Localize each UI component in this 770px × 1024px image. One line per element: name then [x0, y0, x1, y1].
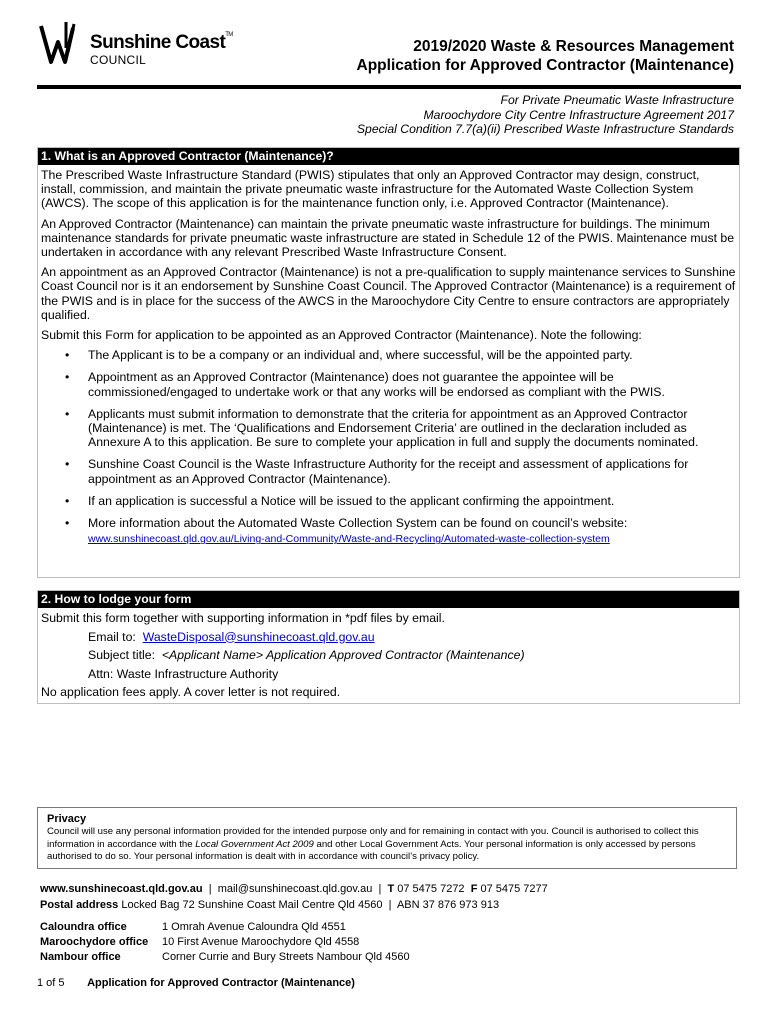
subtitle-line-2: Maroochydore City Centre Infrastructure Agreement 2017	[423, 107, 734, 122]
email-row: Email to: WasteDisposal@sunshinecoast.qld.gov.au	[88, 629, 375, 644]
office-row: Maroochydore office 10 First Avenue Maroochydore Qld 4558	[40, 936, 360, 948]
page-footer	[37, 976, 355, 990]
lodge-intro: Submit this form together with supporting information in *pdf files by email.	[41, 611, 445, 625]
subtitle-line-1: For Private Pneumatic Waste Infrastructure	[500, 93, 734, 107]
page-number: 1 of 5	[37, 977, 65, 989]
postal-address: Locked Bag 72 Sunshine Coast Mail Centre Qld 4560	[121, 899, 383, 911]
fee-note: No application fees apply. A cover letter is not required.	[41, 685, 341, 699]
title-line-1: 2019/2020 Waste & Resources Management	[413, 38, 734, 55]
council-logo	[38, 18, 248, 68]
list-item: • Appointment as an Approved Contractor (Maintenance) does not guarantee the appointee will be commissioned/engaged to undertake work or that any works will be endorsed as compliant with the PWIS.	[65, 370, 665, 399]
council-phone: 07 5475 7272	[397, 883, 465, 895]
bullet-icon: •	[65, 406, 70, 421]
list-item: • Applicants must submit information to demonstrate that the criteria for appointment as an Approved Contractor (Maintenance) is met. The ‘Qualifications and Endorsement Criteria’ are outlined in the declaration included as Annexure A to this application. Be sure to complete your application in full and supply the documents nominated.	[65, 406, 699, 450]
section-1-heading: 1. What is an Approved Contractor (Maintenance)?	[38, 148, 739, 165]
bullet-icon: •	[65, 457, 70, 472]
contact-line: www.sunshinecoast.qld.gov.au | mail@sunshinecoast.qld.gov.au | T 07 5475 7272 F 07 5475 7277	[40, 883, 548, 895]
offices-list	[40, 920, 410, 965]
list-item: • Sunshine Coast Council is the Waste Infrastructure Authority for the receipt and assessment of applications for appointment as an Approved Contractor (Maintenance).	[65, 457, 689, 486]
bullet-icon: •	[65, 370, 70, 385]
privacy-text: Council will use any personal information provided for the intended purpose only and for remaining in contact with you. Council is authorised to collect this information in accordance with the Local Government Act 2009 and other Local Government Acts. Your personal information is only accessed by persons authorised to do so. Your personal information is dealt with in accordance with council’s privacy policy.	[47, 826, 699, 863]
abn: ABN 37 876 973 913	[396, 899, 500, 911]
bullet-icon: •	[65, 348, 70, 363]
awcs-website-link[interactable]: www.sunshinecoast.qld.gov.au/Living-and-Community/Waste-and-Recycling/Automated-waste-collection-system	[88, 533, 610, 546]
logo-sub: COUNCIL	[90, 53, 147, 67]
bullet-icon: •	[65, 516, 70, 531]
section-1-paragraph-4: Submit this Form for application to be appointed as an Approved Contractor (Maintenance). Note the following:	[41, 328, 642, 343]
bullet-icon: •	[65, 493, 70, 508]
document-title	[357, 37, 734, 75]
council-email[interactable]: mail@sunshinecoast.qld.gov.au	[217, 883, 373, 895]
council-website[interactable]: www.sunshinecoast.qld.gov.au	[40, 883, 203, 895]
document-subtitle	[357, 93, 734, 137]
section-how-to-lodge	[37, 590, 740, 704]
email-link[interactable]: WasteDisposal@sunshinecoast.qld.gov.au	[142, 629, 375, 644]
privacy-box	[37, 807, 737, 869]
section-1-paragraph-2: An Approved Contractor (Maintenance) can maintain the private pneumatic waste infrastructure for buildings. The minimum maintenance standards for private pneumatic waste infrastructure are stated in Schedule 12 of the PWIS. Maintenance must be undertaken in accordance with any relevant Prescribed Waste Infrastructure Consent.	[41, 216, 735, 260]
section-1-paragraph-3: An appointment as an Approved Contractor (Maintenance) is not a pre-qualification to supply maintenance services to Sunshine Coast Council nor is it an endorsement by Sunshine Coast Council. The Approved Contractor (Maintenance) is a requirement of the PWIS and is in place for the success of the AWCS in the Maroochydore City Centre to ensure contractors are appropriately qualified.	[41, 265, 736, 322]
notes-list	[41, 348, 736, 530]
section-what-is	[37, 147, 740, 578]
subtitle-line-3: Special Condition 7.7(a)(ii) Prescribed Waste Infrastructure Standards	[356, 122, 734, 136]
section-1-paragraph-1: The Prescribed Waste Infrastructure Standard (PWIS) stipulates that only an Approved Contractor may design, construct, install, commission, and maintain the private pneumatic waste infrastructure for the Automated Waste Collection System (AWCS). The scope of this application is for the maintenance function only, i.e. Approved Contractor (Maintenance).	[41, 168, 700, 211]
council-fax: 07 5475 7277	[480, 883, 548, 895]
header-rule	[37, 85, 741, 89]
logo-mark-icon	[38, 18, 90, 68]
list-item: • More information about the Automated Waste Collection System can be found on council’s website:	[65, 516, 628, 531]
subject-row: Subject title: <Applicant Name> Application Approved Contractor (Maintenance)	[88, 648, 525, 662]
attn-row: Attn: Waste Infrastructure Authority	[88, 666, 279, 681]
title-line-2: Application for Approved Contractor (Maintenance)	[356, 57, 734, 74]
list-item: • The Applicant is to be a company or an individual and, where successful, will be the appointed party.	[65, 348, 633, 363]
section-2-heading: 2. How to lodge your form	[38, 591, 739, 608]
privacy-heading: Privacy	[47, 813, 87, 825]
office-row: Caloundra office 1 Omrah Avenue Caloundra Qld 4551	[40, 921, 346, 933]
postal-line: Postal address Locked Bag 72 Sunshine Coast Mail Centre Qld 4560 | ABN 37 876 973 913	[40, 899, 500, 911]
logo-name: Sunshine Coast™	[90, 32, 233, 53]
list-item: • If an application is successful a Notice will be issued to the applicant confirming the appointment.	[65, 493, 615, 508]
footer-title: Application for Approved Contractor (Maintenance)	[87, 977, 355, 989]
office-row: Nambour office Corner Currie and Bury Streets Nambour Qld 4560	[40, 951, 410, 963]
